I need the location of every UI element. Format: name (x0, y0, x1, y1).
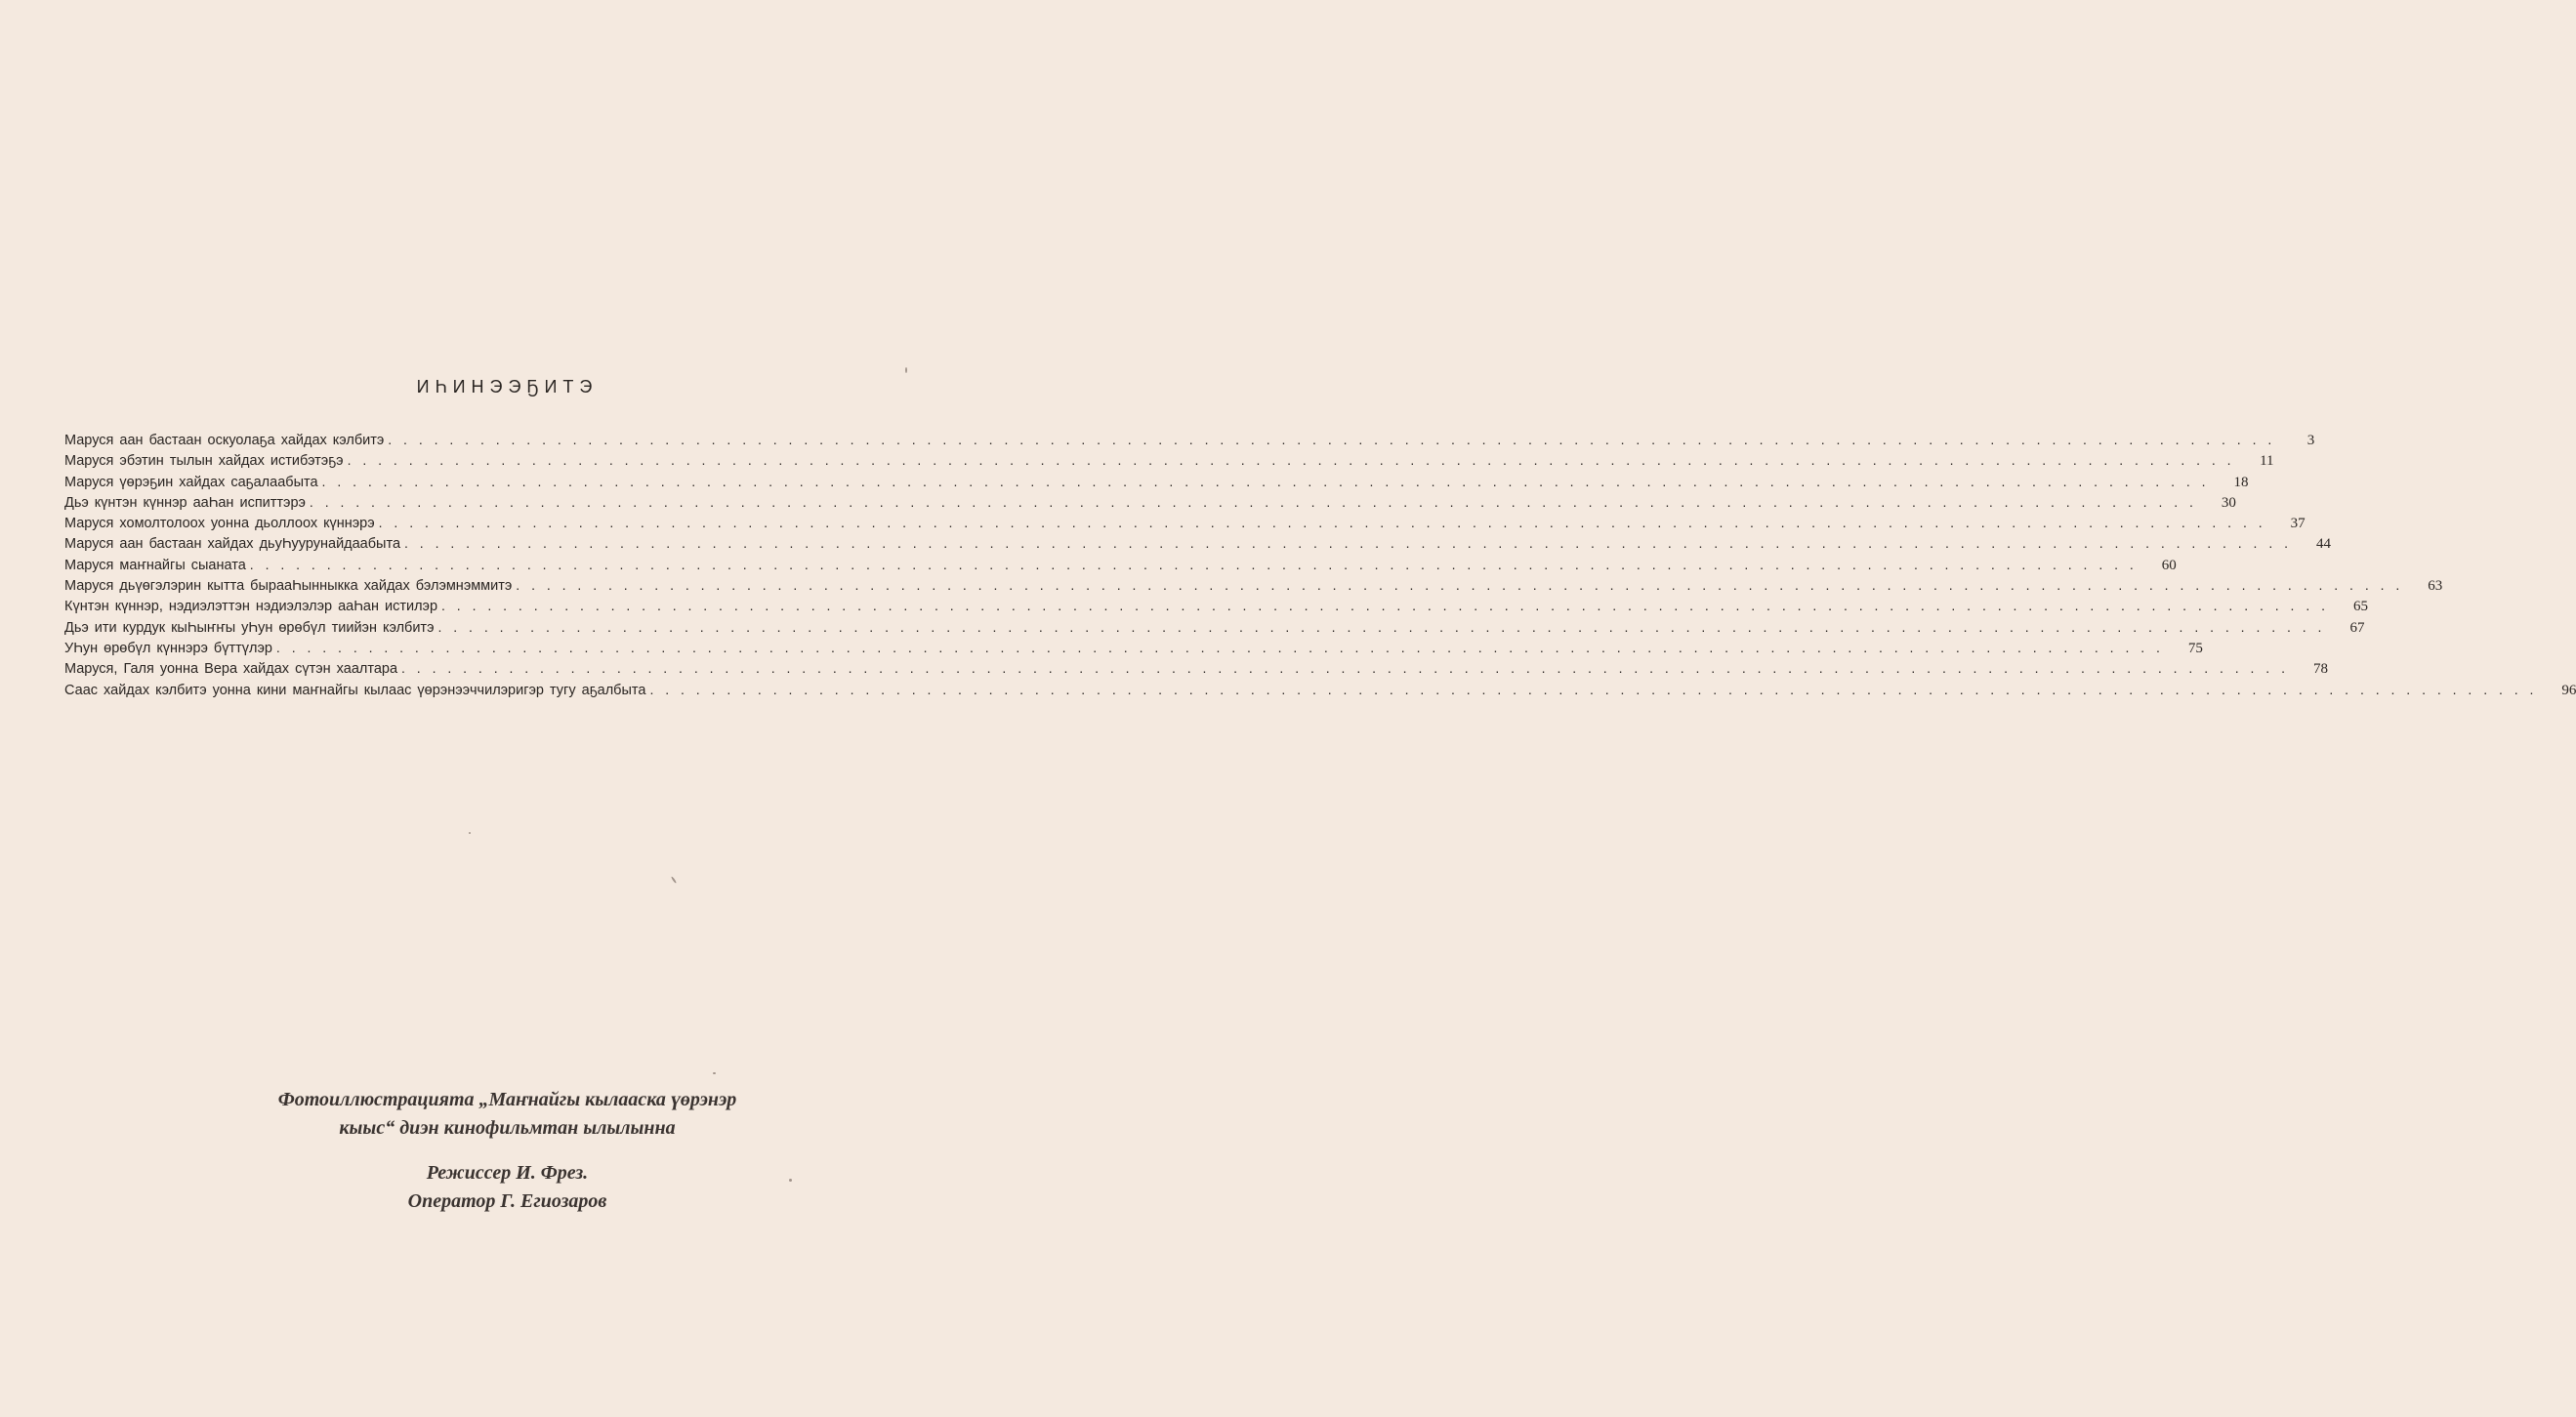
toc-entry-title: Маруся эбэтин тылын хайдах истибэтэҕэ (64, 453, 344, 470)
toc-entry (64, 533, 2331, 554)
toc-entry-title: УҺун өрөбүл күннэрэ бүттүлэр (64, 640, 272, 656)
toc-entry-page: 60 (2161, 557, 2177, 573)
toc-entry-title: Дьэ күнтэн күннэр ааҺан испиттэрэ (64, 494, 306, 511)
toc-entry-page: 44 (2316, 536, 2331, 553)
dot-leader (250, 555, 2138, 575)
dot-leader (310, 492, 2197, 513)
paper-speck (789, 1179, 792, 1182)
toc-entry-title: Маруся аан бастаан оскуолаҕа хайдах кэлбитэ (64, 433, 385, 448)
toc-entry-page: 78 (2312, 661, 2328, 678)
toc-entry-page: 11 (2260, 453, 2274, 470)
toc-entry (64, 638, 2203, 658)
table-of-contents (64, 430, 2576, 700)
dot-leader (649, 680, 2537, 700)
toc-entry-title: Маруся дьүөгэлэрин кытта бырааҺынныкка хайдах бэлэмнэммитэ (64, 578, 513, 595)
caption-line: Фотоиллюстрацията „Маҥнайгы кылааска үөрэнэр (277, 1089, 737, 1110)
toc-entry-title: Маруся, Галя уонна Вера хайдах сүтэн хаалтара (64, 661, 398, 678)
toc-entry-page: 30 (2221, 494, 2236, 511)
toc-entry-page: 65 (2353, 599, 2368, 615)
film-staff-credits (0, 1159, 1015, 1216)
toc-entry-page: 3 (2306, 433, 2315, 448)
toc-heading: ИҺИНЭЭҔИТЭ (416, 377, 599, 396)
dot-leader (441, 596, 2329, 616)
toc-entry (64, 513, 2306, 533)
dot-leader (404, 533, 2292, 554)
toc-entry-page: 37 (2290, 516, 2306, 532)
toc-entry (64, 658, 2328, 679)
toc-entry-title: Дьэ ити курдук кыҺыҥҥы уҺун өрөбүл тиийэн кэлбитэ (64, 619, 435, 636)
toc-entry (64, 472, 2249, 492)
toc-entry-title: Маруся үөрэҕин хайдах саҕалаабыта (64, 474, 318, 490)
director-credit: Режиссер И. Фрез. (426, 1162, 589, 1184)
toc-entry-page: 67 (2349, 619, 2365, 636)
toc-entry (64, 430, 2315, 450)
operator-credit: Оператор Г. Егиозаров (407, 1190, 607, 1212)
paper-speck (671, 876, 677, 884)
toc-entry (64, 680, 2576, 700)
toc-entry-title: Күнтэн күннэр, нэдиэлэттэн нэдиэлэлэр ааҺан истилэр (64, 599, 438, 615)
toc-entry-title: Маруся хомолтолоох уонна дьоллоох күннэрэ (64, 516, 375, 532)
dot-leader (401, 658, 2289, 679)
toc-entry (64, 575, 2443, 596)
toc-entry (64, 555, 2177, 575)
dot-leader (379, 513, 2266, 533)
dot-leader (388, 430, 2275, 450)
toc-entry (64, 492, 2236, 513)
toc-entry-title: Маруся маҥнайгы сыаната (64, 557, 246, 573)
dot-leader (516, 575, 2403, 596)
dot-leader (348, 450, 2235, 471)
toc-entry-title: Маруся аан бастаан хайдах дьуҺуурунайдаабыта (64, 536, 401, 553)
paper-speck (905, 367, 907, 373)
toc-entry (64, 450, 2274, 471)
toc-entry-page: 18 (2233, 474, 2249, 490)
paper-speck (713, 1072, 716, 1074)
toc-entry-page: 63 (2428, 578, 2443, 595)
toc-entry-page: 96 (2561, 682, 2576, 698)
toc-entry (64, 617, 2365, 638)
paper-speck (469, 832, 471, 834)
photo-credit-caption (0, 1086, 1015, 1143)
dot-leader (276, 638, 2164, 658)
toc-entry-page: 75 (2187, 640, 2203, 656)
toc-entry (64, 596, 2368, 616)
dot-leader (322, 472, 2210, 492)
toc-entry-title: Саас хайдах кэлбитэ уонна кини маҥнайгы кылаас үөрэнээччилэригэр тугу аҕалбыта (64, 682, 646, 698)
dot-leader (437, 617, 2325, 638)
caption-line: кыыс“ диэн кинофильмтан ылылынна (339, 1117, 676, 1139)
